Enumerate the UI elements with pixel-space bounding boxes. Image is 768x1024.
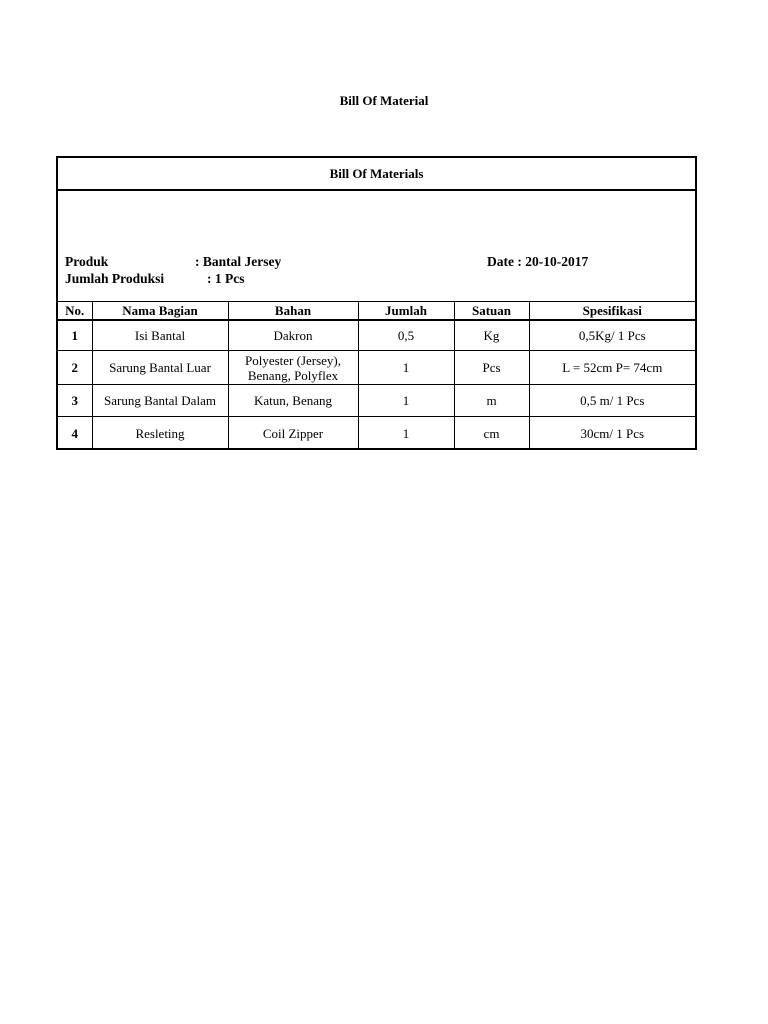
cell-jumlah: 0,5 (358, 320, 454, 351)
cell-no: 3 (58, 385, 92, 417)
cell-spesifikasi: 30cm/ 1 Pcs (529, 417, 695, 450)
cell-bahan-line: Polyester (Jersey), (244, 352, 342, 368)
cell-satuan: m (454, 385, 529, 417)
column-header-nama-bagian: Nama Bagian (92, 302, 228, 321)
cell-bahan (228, 351, 358, 385)
column-header-no: No. (58, 302, 92, 321)
cell-satuan: Kg (454, 320, 529, 351)
cell-bahan: Katun, Benang (228, 385, 358, 417)
cell-jumlah: 1 (358, 351, 454, 385)
column-header-bahan: Bahan (228, 302, 358, 321)
cell-jumlah: 1 (358, 385, 454, 417)
column-header-spesifikasi: Spesifikasi (529, 302, 695, 321)
jumlah-produksi-value: : 1 Pcs (207, 271, 245, 286)
cell-bahan-line: Benang, Polyflex (247, 367, 339, 383)
cell-nama-bagian: Resleting (92, 417, 228, 450)
produk-value: : Bantal Jersey (195, 254, 282, 269)
cell-spesifikasi: 0,5Kg/ 1 Pcs (529, 320, 695, 351)
cell-nama-bagian: Sarung Bantal Luar (92, 351, 228, 385)
column-header-jumlah: Jumlah (358, 302, 454, 321)
cell-satuan: cm (454, 417, 529, 450)
table-row (58, 417, 695, 450)
table-row (58, 351, 695, 385)
cell-jumlah: 1 (358, 417, 454, 450)
bom-table (58, 301, 695, 449)
table-header-row (58, 302, 695, 321)
cell-no: 2 (58, 351, 92, 385)
jumlah-produksi-label: Jumlah Produksi (65, 271, 165, 286)
cell-nama-bagian: Isi Bantal (92, 320, 228, 351)
page-title: Bill Of Material (339, 93, 429, 108)
bom-box-title: Bill Of Materials (58, 158, 695, 191)
table-row (58, 320, 695, 351)
cell-bahan: Coil Zipper (228, 417, 358, 450)
cell-spesifikasi: L = 52cm P= 74cm (529, 351, 695, 385)
cell-no: 4 (58, 417, 92, 450)
cell-bahan: Dakron (228, 320, 358, 351)
cell-no: 1 (58, 320, 92, 351)
cell-satuan: Pcs (454, 351, 529, 385)
cell-nama-bagian: Sarung Bantal Dalam (92, 385, 228, 417)
column-header-satuan: Satuan (454, 302, 529, 321)
cell-spesifikasi: 0,5 m/ 1 Pcs (529, 385, 695, 417)
table-row (58, 385, 695, 417)
date-text: Date : 20-10-2017 (487, 254, 589, 269)
produk-label: Produk (65, 254, 109, 269)
bom-container (56, 156, 697, 450)
